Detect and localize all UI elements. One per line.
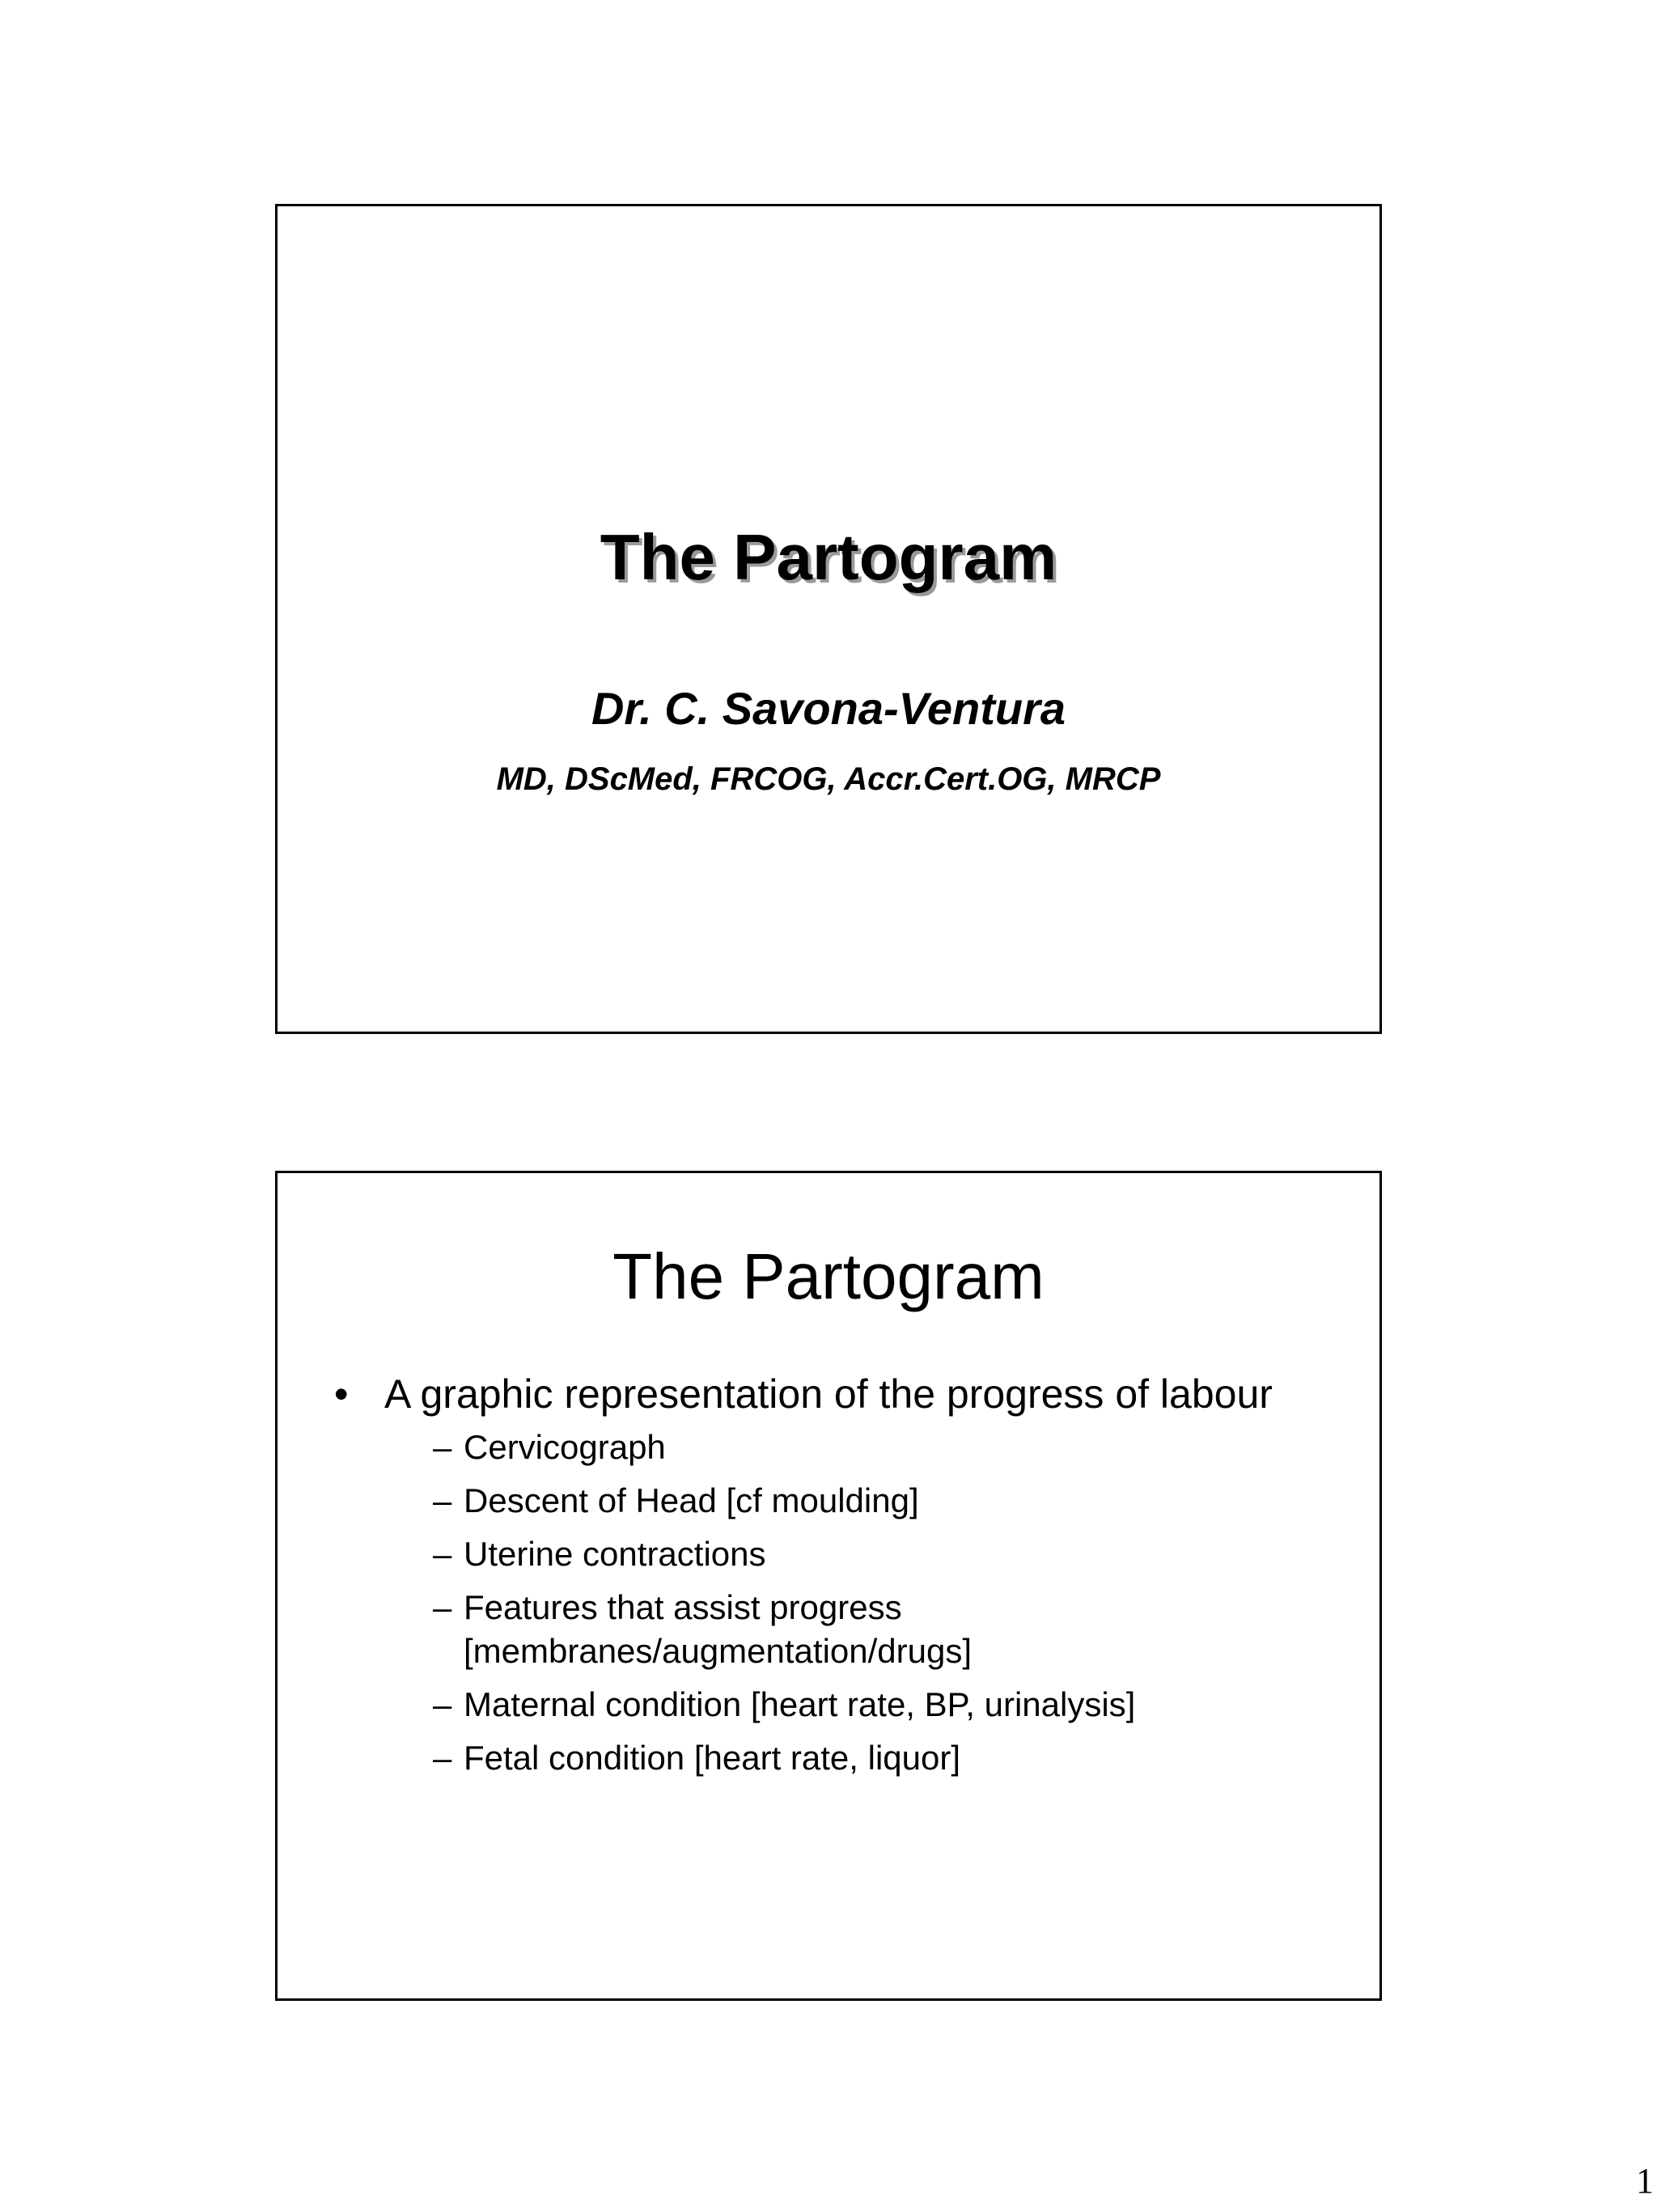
slide-2-title: The Partogram [612, 1240, 1045, 1312]
page-number: 1 [1636, 2161, 1654, 2201]
sub-item [433, 1736, 1347, 1780]
dash-mark: – [433, 1481, 452, 1519]
dash-mark: – [433, 1685, 452, 1723]
slide-1-credentials: MD, DScMed, FRCOG, Accr.Cert.OG, MRCP [496, 761, 1161, 797]
dash-mark: – [433, 1428, 452, 1466]
bullet-item [334, 1369, 1347, 1419]
sub-item [433, 1479, 1347, 1523]
bullet-mark: • [334, 1371, 349, 1417]
sub-list [334, 1426, 1347, 1780]
dash-mark: – [433, 1535, 452, 1573]
sub-item [433, 1532, 1347, 1576]
sub-item-text: Maternal condition [heart rate, BP, urinalysis] [464, 1685, 1136, 1723]
slide-content-slide [275, 1171, 1382, 2001]
dash-mark: – [433, 1588, 452, 1626]
bullet-text: A graphic representation of the progress of labour [384, 1371, 1273, 1417]
sub-item-text: Fetal condition [heart rate, liquor] [464, 1739, 961, 1777]
sub-item [433, 1683, 1347, 1727]
slide-2-body [334, 1369, 1347, 1790]
sub-item-text: Descent of Head [cf moulding] [464, 1481, 919, 1519]
sub-item [433, 1586, 1347, 1673]
slide-1-title: The Partogram [600, 521, 1057, 593]
slide-1-author: Dr. C. Savona-Ventura [591, 683, 1066, 734]
sub-item-text: Cervicograph [464, 1428, 666, 1466]
slide-title-slide [275, 204, 1382, 1034]
dash-mark: – [433, 1739, 452, 1777]
sub-item-text: Features that assist progress [membranes/augmentation/drugs] [464, 1588, 973, 1670]
sub-item-text: Uterine contractions [464, 1535, 766, 1573]
sub-item [433, 1426, 1347, 1469]
